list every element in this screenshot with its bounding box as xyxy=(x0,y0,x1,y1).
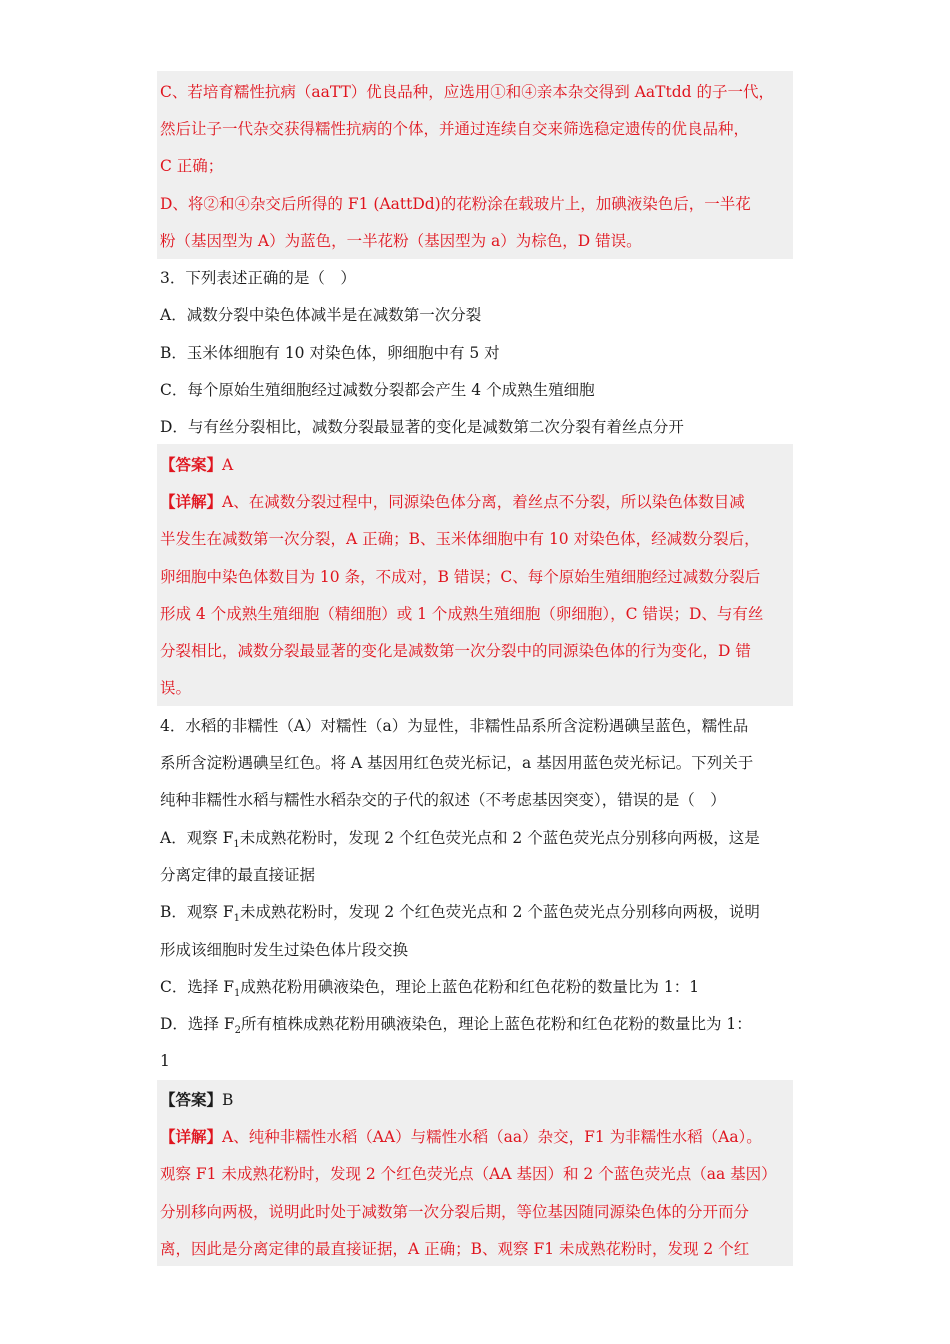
prev-explain-line: C、若培育糯性抗病（aaTT）优良品种，应选用①和④亲本杂交得到 AaTtdd 的子一代， xyxy=(160,83,775,101)
option-text: B．观察 F xyxy=(160,903,234,921)
subscript: 1 xyxy=(233,913,240,925)
detail-text: A、在减数分裂过程中，同源染色体分离，着丝点不分裂，所以染色体数目减 xyxy=(222,493,745,511)
q4-option-a xyxy=(160,828,760,851)
q4-stem-line: 系所含淀粉遇碘呈红色。将 A 基因用红色荧光标记，a 基因用蓝色荧光标记。下列关于 xyxy=(160,754,754,772)
q4-option-d-cont: 1 xyxy=(160,1052,170,1070)
q4-detail-line: 离，因此是分离定律的最直接证据，A 正确；B、观察 F1 未成熟花粉时，发现 2 个红 xyxy=(160,1240,750,1258)
answer-value: B xyxy=(222,1091,234,1109)
q4-detail-line xyxy=(160,1127,762,1147)
option-text: 未成熟花粉时，发现 2 个红色荧光点和 2 个蓝色荧光点分别移向两极，这是 xyxy=(239,829,760,847)
q3-option-a: A．减数分裂中染色体减半是在减数第一次分裂 xyxy=(160,306,482,324)
subscript: 1 xyxy=(234,988,241,1000)
option-text: D．选择 F xyxy=(160,1015,235,1033)
prev-explain-line: C 正确； xyxy=(160,157,224,175)
q4-stem-line: 4．水稻的非糯性（A）对糯性（a）为显性，非糯性品系所含淀粉遇碘呈蓝色，糯性品 xyxy=(160,717,749,735)
detail-text: A、纯种非糯性水稻（AA）与糯性水稻（aa）杂交，F1 为非糯性水稻（Aa）。 xyxy=(222,1128,762,1146)
answer-label: 【答案】 xyxy=(160,455,223,474)
q3-detail-line: 分裂相比，减数分裂最显著的变化是减数第一次分裂中的同源染色体的行为变化，D 错 xyxy=(160,642,751,660)
prev-explain-line: 粉（基因型为 A）为蓝色，一半花粉（基因型为 a）为棕色，D 错误。 xyxy=(160,232,642,250)
q4-option-b xyxy=(160,902,760,925)
q3-detail-line xyxy=(160,492,745,512)
q4-option-a-cont: 分离定律的最直接证据 xyxy=(160,866,316,884)
q3-detail-line: 半发生在减数第一次分裂，A 正确；B、玉米体细胞中有 10 对染色体，经减数分裂后， xyxy=(160,530,760,548)
q3-answer xyxy=(160,455,233,475)
answer-value: A xyxy=(222,456,234,474)
prev-explain-line: 然后让子一代杂交获得糯性抗病的个体，并通过连续自交来筛选稳定遗传的优良品种， xyxy=(160,120,750,138)
q3-stem: 3．下列表述正确的是（ ） xyxy=(160,269,356,287)
option-text: A．观察 F xyxy=(160,829,234,847)
detail-label: 【详解】 xyxy=(160,492,223,511)
subscript: 1 xyxy=(233,839,240,851)
q4-option-b-cont: 形成该细胞时发生过染色体片段交换 xyxy=(160,941,409,959)
prev-explain-line: D、将②和④杂交后所得的 F1 (AattDd)的花粉涂在载玻片上，加碘液染色后，一半花 xyxy=(160,195,751,213)
option-text: 成熟花粉用碘液染色，理论上蓝色花粉和红色花粉的数量比为 1：1 xyxy=(240,978,700,996)
option-text: 未成熟花粉时，发现 2 个红色荧光点和 2 个蓝色荧光点分别移向两极，说明 xyxy=(239,903,760,921)
option-text: 所有植株成熟花粉用碘液染色，理论上蓝色花粉和红色花粉的数量比为 1： xyxy=(240,1015,752,1033)
detail-label: 【详解】 xyxy=(160,1127,223,1146)
q4-option-c xyxy=(160,977,700,1000)
q3-detail-line: 误。 xyxy=(160,679,192,697)
q4-detail-line: 观察 F1 未成熟花粉时，发现 2 个红色荧光点（AA 基因）和 2 个蓝色荧光点（aa 基因） xyxy=(160,1165,777,1183)
q4-detail-line: 分别移向两极，说明此时处于减数第一次分裂后期，等位基因随同源染色体的分开而分 xyxy=(160,1203,750,1221)
q3-option-c: C．每个原始生殖细胞经过减数分裂都会产生 4 个成熟生殖细胞 xyxy=(160,381,595,399)
option-text: C．选择 F xyxy=(160,978,235,996)
answer-label: 【答案】 xyxy=(160,1090,223,1109)
q3-detail-line: 卵细胞中染色体数目为 10 条，不成对，B 错误；C、每个原始生殖细胞经过减数分裂后 xyxy=(160,568,761,586)
q4-answer xyxy=(160,1090,233,1110)
q4-option-d xyxy=(160,1014,752,1037)
q4-stem-line: 纯种非糯性水稻与糯性水稻杂交的子代的叙述（不考虑基因突变），错误的是（ ） xyxy=(160,791,726,809)
subscript: 2 xyxy=(234,1025,241,1037)
q3-option-b: B．玉米体细胞有 10 对染色体，卵细胞中有 5 对 xyxy=(160,344,500,362)
q3-detail-line: 形成 4 个成熟生殖细胞（精细胞）或 1 个成熟生殖细胞（卵细胞），C 错误；D、与有丝 xyxy=(160,605,764,623)
q3-option-d: D．与有丝分裂相比，减数分裂最显著的变化是减数第二次分裂有着丝点分开 xyxy=(160,418,684,436)
